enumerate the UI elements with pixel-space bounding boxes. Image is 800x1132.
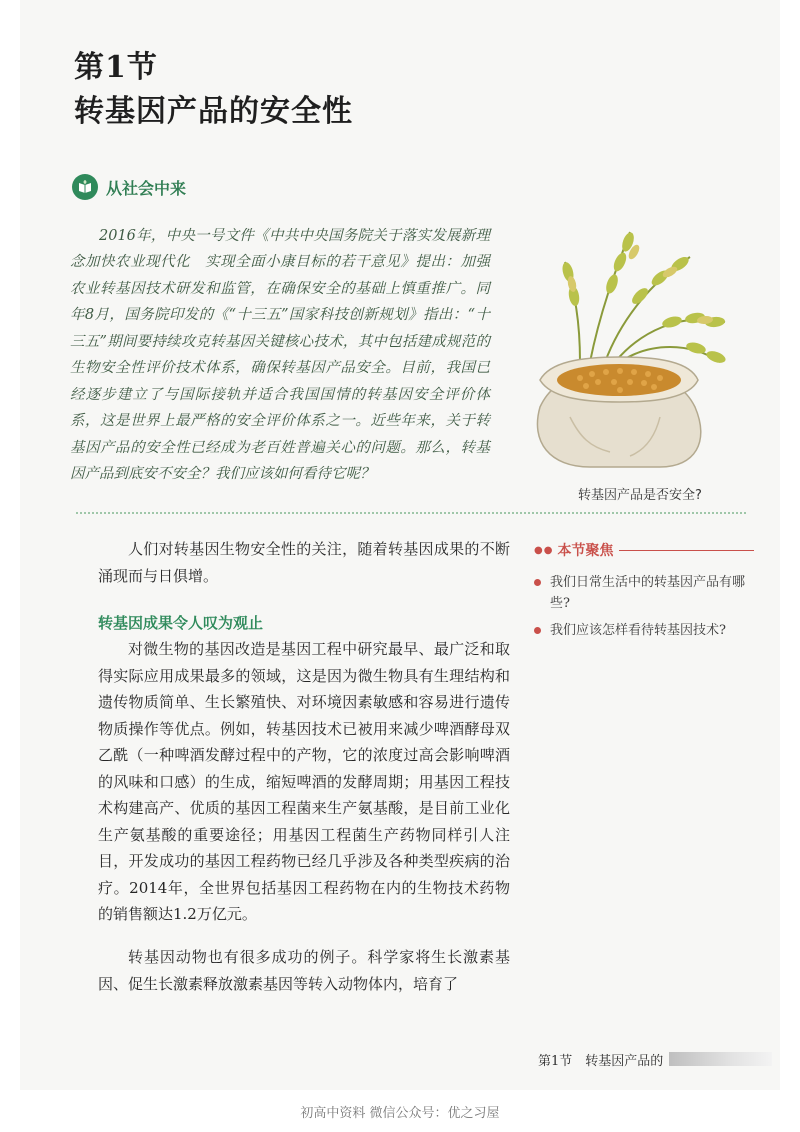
- running-footer: [538, 1048, 772, 1070]
- focus-title: 本节聚焦: [557, 543, 614, 559]
- body-paragraph-3: 转基因动物也有很多成功的例子。科学家将生长激素基因、促生长激素释放激素基因等转入动物体内，培育了: [98, 948, 510, 993]
- focus-dots-icon: ●●: [534, 544, 554, 556]
- focus-rule: [619, 550, 754, 551]
- book-leaf-icon: [72, 174, 98, 200]
- section-focus-box: [534, 540, 754, 647]
- focus-item: [534, 620, 754, 641]
- focus-item: [534, 572, 754, 614]
- watermark-text: 初高中资料 微信公众号：优之习屋: [300, 1106, 500, 1121]
- section-divider: [76, 512, 746, 514]
- social-section-header: [72, 174, 186, 200]
- footer-fade-bar: [669, 1052, 772, 1066]
- focus-header: [534, 540, 754, 560]
- running-head-text: 第1节 转基因产品的: [538, 1053, 664, 1069]
- bullet-icon: [534, 579, 541, 586]
- focus-list: [534, 572, 754, 641]
- body-paragraph-2: 对微生物的基因改造是基因工程中研究最早、最广泛和取得实际应用成果最多的领域，这是因为微生物具有生理结构和遗传物质简单、生长繁殖快、对环境因素敏感和容易进行遗传物质操作等优点。例如，转基因技术已被用来减少啤酒酵母双乙酰（一种啤酒发酵过程中的产物，它的浓度过高会影响啤酒的风味和口感）的生成，缩短啤酒的发酵周期；用基因工程技术构建高产、优质的基因工程菌来生产氨基酸，是目前工业化生产氨基酸的重要途径；用基因工程菌生产药物同样引人注目，开发成功的基因工程药物已经几乎涉及各种类型疾病的治疗。2014年，全世界包括基因工程药物在内的生物技术药物的销售额达1.2万亿元。: [98, 640, 510, 923]
- social-section-label: 从社会中来: [106, 178, 187, 198]
- rice-sack-illustration: [520, 212, 740, 472]
- focus-item-text: 我们日常生活中的转基因产品有哪些?: [550, 575, 746, 611]
- focus-item-text: 我们应该怎样看待转基因技术?: [550, 623, 726, 638]
- subsection-heading: 转基因成果令人叹为观止: [98, 614, 264, 632]
- chapter-title: 转基因产品的安全性: [74, 94, 353, 129]
- social-section-text: 2016年，中央一号文件《中共中央国务院关于落实发展新理念加快农业现代化 实现全面小康目标的若干意见》提出：加强农业转基因技术研发和监管，在确保安全的基础上慎重推广。同年8月，国务院印发的《“十三五”国家科技创新规划》指出：“十三五”期间要持续攻克转基因关键核心技术，其中包括建成规范的生物安全性评价技术体系，确保转基因产品安全。目前，我国已经逐步建立了与国际接轨并适合我国国情的转基因安全评价体系，这是世界上最严格的安全评价体系之一。近些年来，关于转基因产品的安全性已经成为老百姓普遍关心的问题。那么，转基因产品到底安不安全？我们应该如何看待它呢？: [70, 227, 490, 482]
- body-paragraph-1: 人们对转基因生物安全性的关注，随着转基因成果的不断涌现而与日俱增。: [98, 540, 510, 585]
- chapter-number: 第1节: [74, 50, 158, 85]
- bullet-icon: [534, 627, 541, 634]
- textbook-page: [20, 0, 780, 1090]
- figure-caption: 转基因产品是否安全?: [578, 488, 702, 503]
